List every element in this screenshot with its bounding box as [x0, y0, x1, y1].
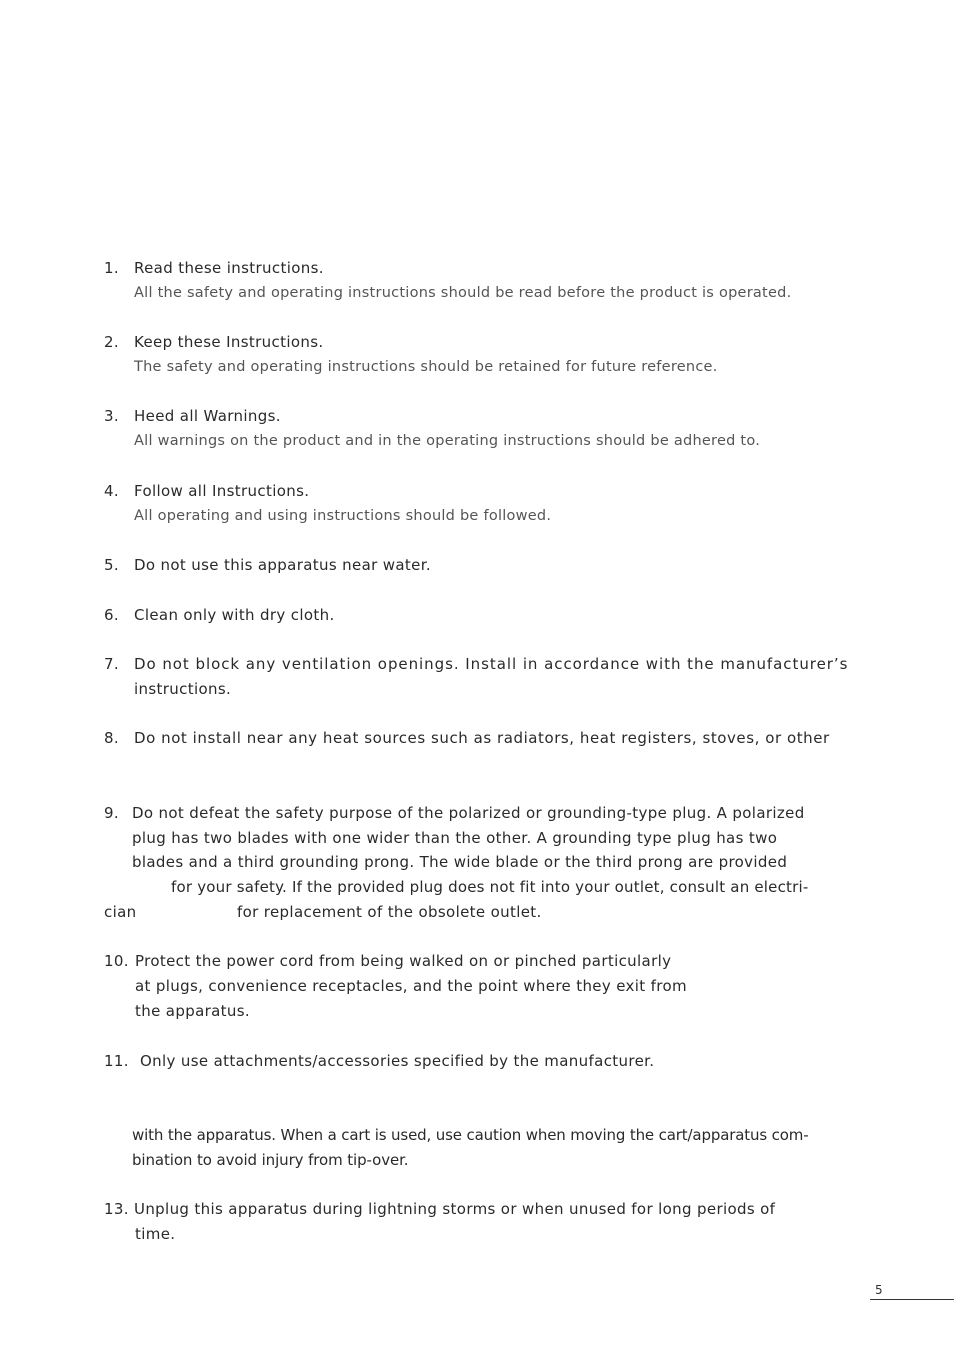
item-8-number: 8.: [104, 729, 120, 747]
item-9-number: 9.: [104, 804, 120, 822]
item-9-line-4: for your safety. If the provided plug does not fit into your outlet, consult an electri-: [171, 878, 809, 896]
item-4-description: All operating and using instructions should be followed.: [134, 508, 552, 524]
item-3-heading: Heed all Warnings.: [134, 407, 281, 425]
item-2-description: The safety and operating instructions should be retained for future reference.: [134, 359, 718, 375]
item-13-text: Unplug this apparatus during lightning storms or when unused for long periods of: [134, 1200, 776, 1218]
item-9-line-5-end: for replacement of the obsolete outlet.: [237, 903, 542, 921]
item-5-text: Do not use this apparatus near water.: [134, 556, 431, 574]
item-4-heading: Follow all Instructions.: [134, 482, 310, 500]
item-12-line-2: bination to avoid injury from tip-over.: [132, 1151, 409, 1169]
item-1-number: 1.: [104, 259, 120, 277]
item-10-line-1: Protect the power cord from being walked on or pinched particularly: [135, 952, 672, 970]
item-13-continuation: time.: [135, 1225, 176, 1243]
page-number: 5: [875, 1283, 883, 1297]
item-7-number: 7.: [104, 655, 120, 673]
item-9-line-1: Do not defeat the safety purpose of the polarized or grounding-type plug. A polarized: [132, 804, 805, 822]
item-11-text: Only use attachments/accessories specified by the manufacturer.: [140, 1052, 655, 1070]
item-1-heading: Read these instructions.: [134, 259, 324, 277]
item-6-text: Clean only with dry cloth.: [134, 606, 335, 624]
item-2-heading: Keep these Instructions.: [134, 333, 324, 351]
item-6-number: 6.: [104, 606, 120, 624]
item-9-line-5-start: cian: [104, 903, 137, 921]
item-9-line-3: blades and a third grounding prong. The wide blade or the third prong are provided: [132, 853, 788, 871]
item-3-description: All warnings on the product and in the operating instructions should be adhered to.: [134, 433, 761, 449]
item-10-line-2: at plugs, convenience receptacles, and the point where they exit from: [135, 977, 687, 995]
item-12-line-1: with the apparatus. When a cart is used, use caution when moving the cart/apparatus com-: [132, 1126, 809, 1144]
item-1-description: All the safety and operating instructions should be read before the product is operated.: [134, 285, 792, 301]
item-7-continuation: instructions.: [134, 680, 232, 698]
item-10-number: 10.: [104, 952, 129, 970]
footer-rule: [870, 1299, 954, 1300]
item-3-number: 3.: [104, 407, 120, 425]
item-9-line-2: plug has two blades with one wider than the other. A grounding type plug has two: [132, 829, 778, 847]
item-2-number: 2.: [104, 333, 120, 351]
item-4-number: 4.: [104, 482, 120, 500]
item-7-text: Do not block any ventilation openings. Install in accordance with the manufacturer’s: [134, 655, 849, 673]
item-8-text: Do not install near any heat sources such as radiators, heat registers, stoves, or other: [134, 729, 830, 747]
item-5-number: 5.: [104, 556, 120, 574]
item-10-line-3: the apparatus.: [135, 1002, 251, 1020]
item-13-number: 13.: [104, 1200, 129, 1218]
item-11-number: 11.: [104, 1052, 129, 1070]
